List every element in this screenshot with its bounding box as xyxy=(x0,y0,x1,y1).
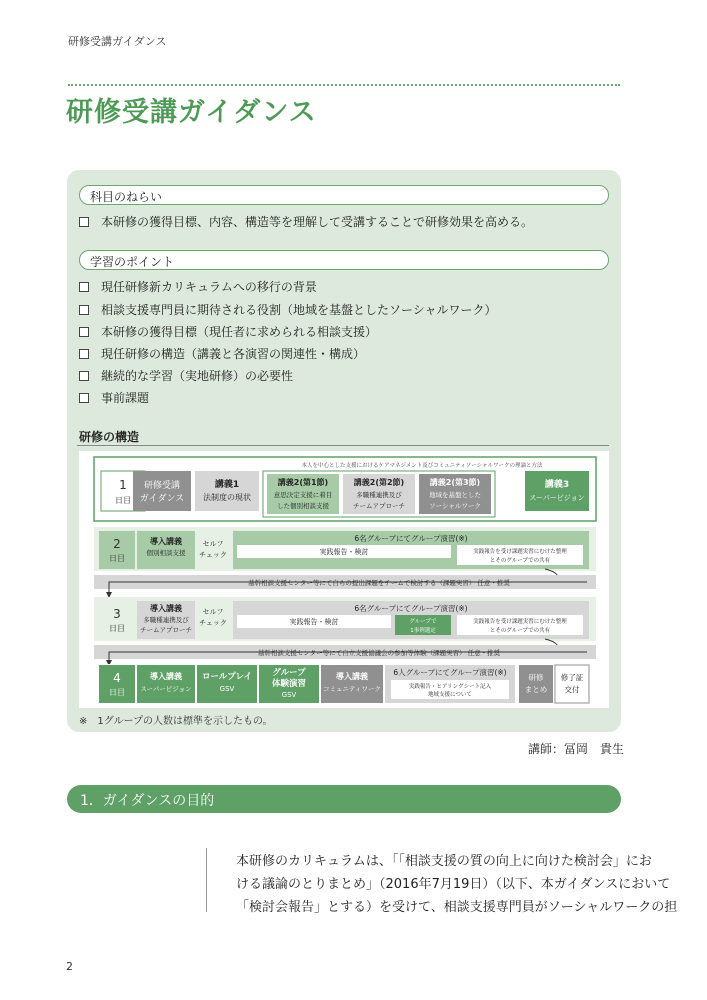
day2-label: 日目 xyxy=(109,554,125,563)
lecturer: 講師：冨岡 貴生 xyxy=(528,742,625,756)
checkbox-icon xyxy=(79,327,89,337)
day2-share2: とそのグループでの共有 xyxy=(489,558,551,564)
point-item xyxy=(79,278,317,295)
body-text-line: 本研修のカリキュラムは、「「相談支援の質の向上に向けた検討会」にお xyxy=(236,854,652,869)
body-rule xyxy=(206,848,207,912)
point-item-text: 事前課題 xyxy=(101,391,150,405)
checkbox-icon xyxy=(79,371,89,381)
point-item-text: 相談支援専門員に期待される役割（地域を基盤としたソーシャルワーク） xyxy=(101,303,497,317)
lecture1-sub: 法制度の現状 xyxy=(203,493,251,502)
lecture1-title: 講義1 xyxy=(214,480,240,490)
footnote: ※ 1グループの人数は標準を示したもの。 xyxy=(79,716,273,727)
day3-intro-sub2: チームアプローチ xyxy=(140,626,192,634)
point-item xyxy=(79,345,365,362)
lecture2-3-sub1: 地域を基盤とした xyxy=(429,491,481,499)
structure-divider xyxy=(77,445,609,446)
aim-item-text: 本研修の獲得目標、内容、構造等を理解して受講することで研修効果を高める。 xyxy=(101,215,534,229)
structure-diagram xyxy=(79,451,609,708)
guidance-line2: ガイダンス xyxy=(139,494,185,504)
body-text-line: ける議論のとりまとめ」（2016年7月19日）（以下、本ガイダンスにおいて xyxy=(236,877,671,892)
day4-roleplay-title: ロールプレイ xyxy=(201,672,253,682)
day4-community-sub: コミュニティワーク xyxy=(323,685,381,693)
day4-summary-box xyxy=(519,665,553,703)
guidance-line1: 研修受講 xyxy=(143,481,181,491)
lecture2-1-title: 講義2(第1節) xyxy=(277,478,329,487)
lecture2-2-sub2: チームアプローチ xyxy=(353,502,405,510)
day2-share1: 実践報告を受け課題実習にむけた整理 xyxy=(473,549,567,555)
page-title: 研修受講ガイダンス xyxy=(66,97,317,128)
day1-label: 日目 xyxy=(115,496,131,505)
structure-heading: 研修の構造 xyxy=(79,430,140,444)
day3-group-title: 6名グループにてグループ演習(※) xyxy=(354,604,468,613)
day3-case2: 1事例選定 xyxy=(410,628,436,634)
day4-summary2: まとめ xyxy=(524,685,548,694)
day2-intro-title: 導入講義 xyxy=(150,537,182,546)
day2-self-check1: セルフ xyxy=(202,540,224,548)
points-heading: 学習のポイント xyxy=(79,250,609,270)
day4-group-exp1: グループ xyxy=(272,668,306,678)
lecture3-sub: スーパービジョン xyxy=(529,494,585,502)
lecture2-1-sub2: した個別相談支援 xyxy=(277,502,329,510)
point-item xyxy=(79,323,377,340)
day2-intro-sub: 個別相談支援 xyxy=(146,549,186,557)
day4-report2: 地域支援について xyxy=(428,692,472,698)
day3-self-check2: チェック xyxy=(199,619,227,627)
lecture2-1-sub1: 意思決定支援に着目 xyxy=(273,491,333,499)
day4-certificate-box xyxy=(555,665,589,703)
lecture2-2-title: 講義2(第2節) xyxy=(353,478,405,487)
lecture3-box xyxy=(525,471,589,511)
point-item xyxy=(79,367,293,384)
day4-intro-sub: スーパービジョン xyxy=(140,685,192,693)
checkbox-icon xyxy=(79,393,89,403)
day3-case1: グループで xyxy=(409,619,437,625)
point-item xyxy=(79,301,497,318)
point-item-text: 本研修の獲得目標（現任者に求められる相談支援） xyxy=(101,325,378,339)
day4-certificate1: 修了証 xyxy=(560,673,584,682)
day2-self-check2: チェック xyxy=(199,551,227,559)
aim-item xyxy=(79,213,533,230)
checkbox-icon xyxy=(79,282,89,292)
day4-community-title: 導入講義 xyxy=(336,672,368,681)
day3-intro-title: 導入講義 xyxy=(150,604,182,613)
day2-practice: 実践報告・検討 xyxy=(319,548,369,556)
title-divider xyxy=(68,84,620,86)
page-number: 2 xyxy=(66,960,73,973)
lecture1-box xyxy=(195,471,259,511)
day4-intro-title: 導入講義 xyxy=(150,672,182,681)
lecture2-3-sub2: ソーシャルワーク xyxy=(429,502,481,510)
aim-heading: 科目のねらい xyxy=(79,185,609,205)
lecture2-caption: 本人を中心とした支援におけるケアマネジメント及びコミュニティソーシャルワークの理論と方法 xyxy=(301,463,543,469)
day2-group-title: 6名グループにてグループ演習(※) xyxy=(354,534,468,543)
point-item-text: 継続的な学習（実地研修）の必要性 xyxy=(101,369,294,383)
day4-label: 日目 xyxy=(109,688,125,697)
day3-num: 3 xyxy=(113,607,121,621)
day4-roleplay-box xyxy=(197,665,257,703)
day4-summary1: 研修 xyxy=(528,673,544,682)
day4-roleplay-sub: GSV xyxy=(219,685,235,693)
point-item-text: 現任研修新カリキュラムへの移行の背景 xyxy=(101,280,317,294)
day3-self-check1: セルフ xyxy=(202,608,224,616)
day4-community-box xyxy=(321,665,383,703)
lecture2-3-title: 講義2(第3節) xyxy=(429,478,481,487)
day3-practice: 実践報告・検討 xyxy=(289,618,339,626)
task1-text: 基幹相談支援センター等にて自らの提出課題をチームで検討する（課題実習） 任意・推奨 xyxy=(248,579,510,587)
lecture3-title: 講義3 xyxy=(544,480,570,490)
checkbox-icon xyxy=(79,217,89,227)
point-item-text: 現任研修の構造（講義と各演習の関連性・構成） xyxy=(101,347,366,361)
day4-group-title: 6人グループにてグループ演習(※) xyxy=(393,668,507,677)
day3-share1: 実践報告を受け課題実習にむけた整理 xyxy=(473,619,567,625)
day3-intro-sub1: 多職種連携及び xyxy=(143,616,189,624)
day4-report1: 実践報告・ヒアリングシート記入 xyxy=(408,684,492,690)
checkbox-icon xyxy=(79,305,89,315)
task2-text: 基幹相談支援センター等にて自立支援協議会の参加等体験（課題実習） 任意・推奨 xyxy=(257,649,501,657)
lecture2-2-sub1: 多職種連携及び xyxy=(356,491,402,499)
day4-group-exp2: 体験演習 xyxy=(271,679,307,689)
guidance-box xyxy=(133,471,191,511)
day3-label: 日目 xyxy=(109,624,125,633)
point-item xyxy=(79,389,149,406)
checkbox-icon xyxy=(79,349,89,359)
day4-group-exp3: GSV xyxy=(281,691,297,699)
day4-num: 4 xyxy=(113,671,121,685)
section-heading: 1．ガイダンスの目的 xyxy=(67,785,621,813)
day2-num: 2 xyxy=(113,537,121,551)
day4-intro-box xyxy=(137,665,195,703)
running-head: 研修受講ガイダンス xyxy=(68,35,167,48)
body-text-line: 「検討会報告」とする）を受けて、相談支援専門員がソーシャルワークの担 xyxy=(236,900,678,915)
day1-num: 1 xyxy=(119,478,127,492)
day3-share2: とそのグループでの共有 xyxy=(489,628,551,634)
day4-certificate2: 交付 xyxy=(564,685,580,694)
